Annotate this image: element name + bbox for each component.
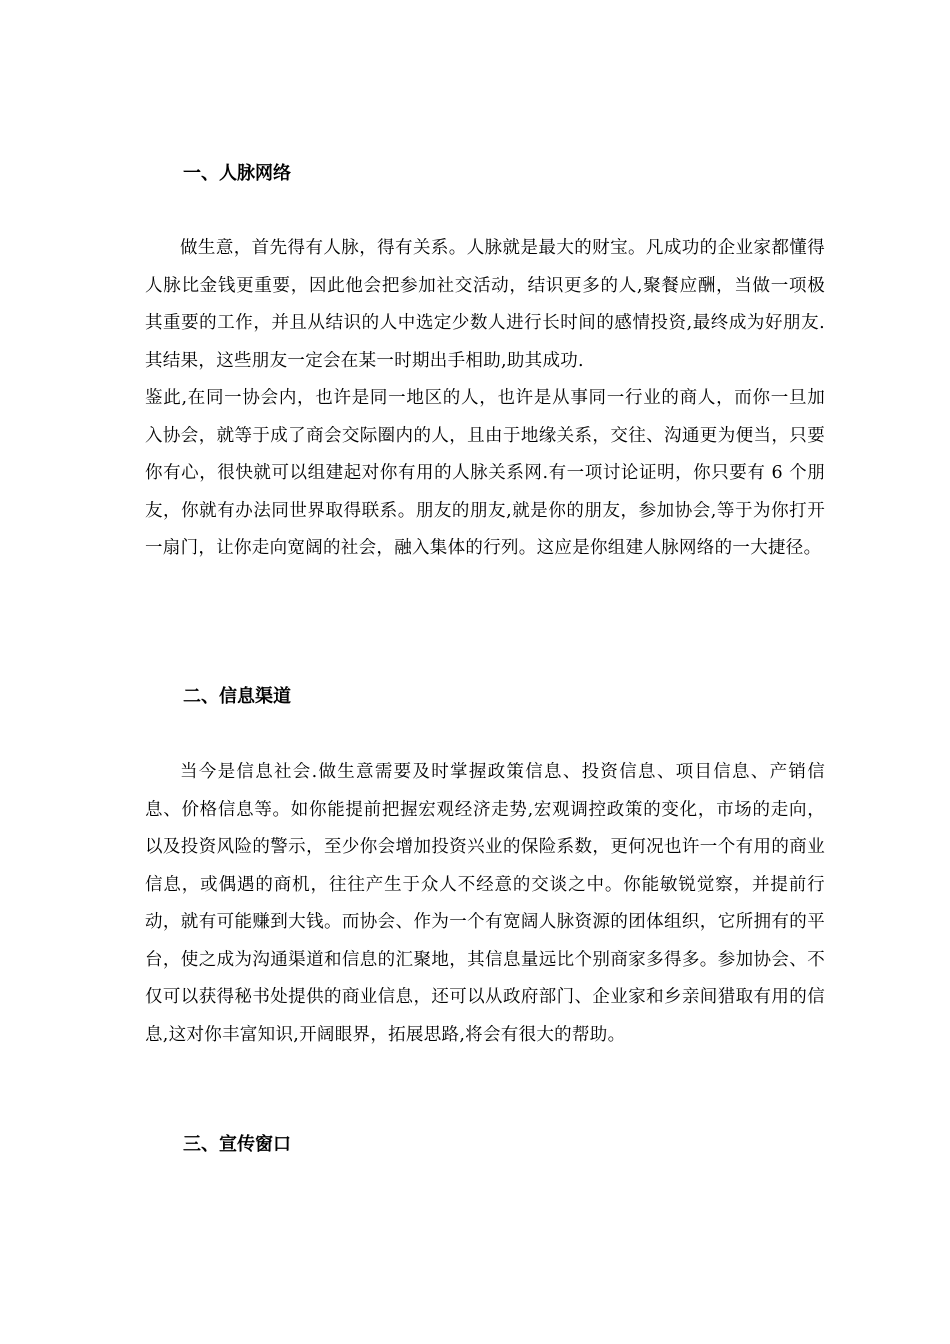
- paragraph: 鉴此,在同一协会内，也许是同一地区的人，也许是从事同一行业的商人，而你一旦加入协会，就等于成了商会交际圈内的人，且由于地缘关系，交往、沟通更为便当，只要你有心，很快就可以组建起对你有用的人脉关系网.有一项讨论证明，你只要有 6 个朋友，你就有办法同世界取得联系。朋友的朋友,就是你的朋友，参加协会,等于为你打开一扇门，让你走向宽阔的社会，融入集体的行列。这应是你组建人脉网络的一大捷径。: [145, 388, 825, 558]
- section-body-network: [145, 230, 825, 568]
- section-heading-information: 二、信息渠道: [183, 686, 291, 707]
- paragraph: 做生意，首先得有人脉，得有关系。人脉就是最大的财宝。凡成功的企业家都懂得人脉比金钱更重要，因此他会把参加社交活动，结识更多的人,聚餐应酬，当做一项极其重要的工作，并且从结识的人中选定少数人进行长时间的感情投资,最终成为好朋友.其结果，这些朋友一定会在某一时期出手相助,助其成功.: [145, 238, 825, 371]
- section-heading-network: 一、人脉网络: [183, 163, 291, 184]
- section-body-information: [145, 754, 825, 1054]
- paragraph: 当今是信息社会.做生意需要及时掌握政策信息、投资信息、项目信息、产销信息、价格信息等。如你能提前把握宏观经济走势,宏观调控政策的变化，市场的走向，以及投资风险的警示，至少你会增加投资兴业的保险系数，更何况也许一个有用的商业信息，或偶遇的商机，往往产生于众人不经意的交谈之中。你能敏锐觉察，并提前行动，就有可能赚到大钱。而协会、作为一个有宽阔人脉资源的团体组织，它所拥有的平台，使之成为沟通渠道和信息的汇聚地，其信息量远比个别商家多得多。参加协会、不仅可以获得秘书处提供的商业信息，还可以从政府部门、企业家和乡亲间猎取有用的信息,这对你丰富知识,开阔眼界，拓展思路,将会有很大的帮助。: [145, 762, 825, 1045]
- section-heading-publicity: 三、宣传窗口: [183, 1134, 291, 1155]
